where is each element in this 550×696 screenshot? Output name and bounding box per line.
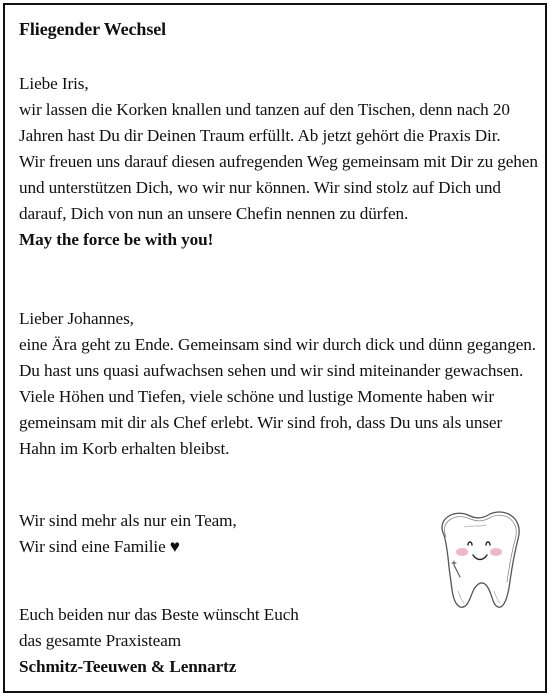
text-line: eine Ära geht zu Ende. Gemeinsam sind wir durch dick und dünn gegangen. [19, 335, 536, 354]
signature-line: Euch beiden nur das Beste wünscht Euch [19, 605, 299, 624]
greeting-johannes: Lieber Johannes, [19, 309, 134, 328]
text-line: Jahren hast Du dir Deinen Traum erfüllt. Ab jetzt gehört die Praxis Dir. [19, 126, 501, 145]
notice-title: Fliegender Wechsel [19, 19, 167, 39]
text-line: Viele Höhen und Tiefen, viele schöne und lustige Momente haben wir [19, 387, 494, 406]
family-line: Wir sind eine Familie ♥ [19, 537, 180, 556]
greeting-iris: Liebe Iris, [19, 74, 89, 93]
smiling-tooth-icon [424, 505, 534, 615]
team-line: Wir sind mehr als nur ein Team, [19, 511, 237, 530]
text-line: Wir freuen uns darauf diesen aufregenden Weg gemeinsam mit Dir zu gehen [19, 152, 538, 171]
text-line: darauf, Dich von nun an unsere Chefin nennen zu dürfen. [19, 204, 409, 223]
signature-line: das gesamte Praxisteam [19, 631, 181, 650]
closing-iris: May the force be with you! [19, 230, 214, 249]
text-line: Du hast uns quasi aufwachsen sehen und wir sind miteinander gewachsen. [19, 361, 524, 380]
text-line: wir lassen die Korken knallen und tanzen auf den Tischen, denn nach 20 [19, 100, 510, 119]
signature-names: Schmitz-Teeuwen & Lennartz [19, 657, 237, 676]
text-line: Hahn im Korb erhalten bleibst. [19, 439, 230, 458]
text-line: gemeinsam mit dir als Chef erlebt. Wir sind froh, dass Du uns als unser [19, 413, 503, 432]
text-line: und unterstützen Dich, wo wir nur können. Wir sind stolz auf Dich und [19, 178, 501, 197]
